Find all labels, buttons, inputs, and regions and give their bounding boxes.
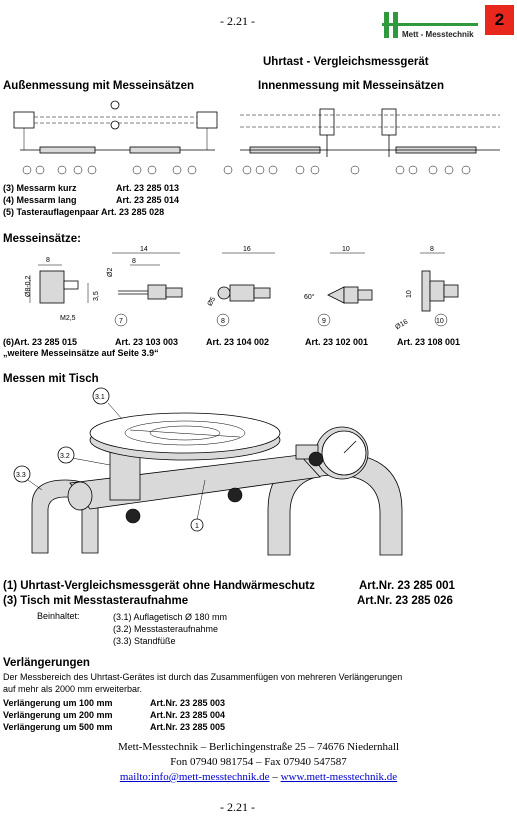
svg-text:3.3: 3.3 bbox=[16, 472, 26, 479]
extensions-list bbox=[3, 697, 225, 733]
insert-10-drawing bbox=[394, 246, 458, 331]
insert-art-7: Art. 23 103 003 bbox=[115, 337, 179, 347]
contains-item: (3.1) Auflagetisch Ø 180 mm bbox=[113, 612, 228, 622]
part-row: (3) Messarm kurz Art. 23 285 013 bbox=[3, 183, 180, 193]
svg-text:M2,5: M2,5 bbox=[60, 315, 76, 322]
insert-art-10: Art. 23 108 001 bbox=[397, 337, 461, 347]
page-number-bottom: - 2.21 - bbox=[220, 800, 255, 814]
svg-text:10: 10 bbox=[406, 290, 413, 298]
insert-7-drawing bbox=[107, 246, 182, 326]
svg-text:1: 1 bbox=[195, 523, 199, 530]
svg-text:Ø8-0,2: Ø8-0,2 bbox=[25, 275, 32, 297]
part-row: (4) Messarm lang Art. 23 285 014 bbox=[3, 195, 180, 205]
svg-text:3.1: 3.1 bbox=[95, 394, 105, 401]
part-row: (5) Tasterauflagenpaar Art. 23 285 028 bbox=[3, 207, 165, 217]
section-outer-heading: Außenmessung mit Messeinsätzen bbox=[3, 80, 195, 92]
svg-text:16: 16 bbox=[243, 246, 251, 253]
company-logo bbox=[380, 6, 480, 46]
svg-text:3,5: 3,5 bbox=[93, 291, 100, 301]
insert-6-drawing bbox=[25, 257, 100, 322]
svg-text:8: 8 bbox=[221, 318, 225, 325]
extension-row: Verlängerung um 200 mm Art.Nr. 23 285 004 bbox=[3, 710, 226, 720]
section-ext-heading: Verlängerungen bbox=[3, 657, 90, 669]
ext-description: Der Messbereich des Uhrtast-Gerätes ist durch das Zusammenfügen von mehreren Verlängerungen auf mehr als 2000 mm erweiterbar. bbox=[3, 672, 403, 694]
footer-web-link[interactable]: www.mett-messtechnik.de bbox=[280, 771, 398, 783]
contains-list bbox=[113, 611, 227, 647]
measuring-arms-drawing bbox=[0, 95, 517, 180]
insert-8-drawing bbox=[207, 246, 276, 326]
insert-9-drawing bbox=[304, 246, 372, 326]
insert-art-9: Art. 23 102 001 bbox=[305, 337, 369, 347]
insert-art-6: (6)Art. 23 285 015 bbox=[3, 337, 78, 347]
contains-label: Beinhaltet: bbox=[37, 611, 80, 621]
svg-text:3.2: 3.2 bbox=[60, 453, 70, 460]
footer-address: Mett-Messtechnik – Berlichingenstraße 25 – 74676 Niedernhall bbox=[117, 741, 400, 753]
footer-phone: Fon 07940 981754 – Fax 07940 547587 bbox=[170, 756, 347, 768]
contains-item: (3.2) Messtasteraufnahme bbox=[113, 624, 219, 634]
section-inner-heading: Innenmessung mit Messeinsätzen bbox=[258, 80, 444, 92]
svg-text:10: 10 bbox=[342, 246, 350, 253]
svg-text:8: 8 bbox=[430, 246, 434, 253]
contains-item: (3.3) Standfüße bbox=[113, 636, 176, 646]
logo-text: Mett - Messtechnik bbox=[402, 30, 474, 39]
caliper-logo-icon bbox=[380, 6, 480, 46]
product-row-2: (3) Tisch mit Messtasteraufnahme bbox=[3, 595, 189, 607]
svg-text:9: 9 bbox=[322, 318, 326, 325]
extension-row: Verlängerung um 500 mm Art.Nr. 23 285 005 bbox=[3, 722, 226, 732]
extension-row: Verlängerung um 100 mm Art.Nr. 23 285 003 bbox=[3, 698, 226, 708]
measuring-inserts-drawing bbox=[0, 243, 517, 333]
svg-text:8: 8 bbox=[132, 258, 136, 265]
footer-email-link[interactable]: mailto:info@mett-messtechnik.de bbox=[119, 771, 270, 783]
page-title: Uhrtast - Vergleichsmessgerät bbox=[263, 56, 429, 68]
svg-text:60°: 60° bbox=[304, 294, 315, 301]
measuring-table-illustration bbox=[0, 385, 517, 575]
svg-text:14: 14 bbox=[140, 246, 148, 253]
product-art-1: Art.Nr. 23 285 001 bbox=[359, 580, 455, 592]
parts-list bbox=[3, 182, 179, 218]
svg-text:Ø2: Ø2 bbox=[107, 267, 114, 277]
insert-art-8: Art. 23 104 002 bbox=[206, 337, 270, 347]
footer-links bbox=[0, 771, 517, 783]
svg-text:7: 7 bbox=[119, 318, 123, 325]
svg-text:8: 8 bbox=[46, 257, 50, 264]
svg-text:10: 10 bbox=[436, 318, 444, 325]
product-row-1: (1) Uhrtast-Vergleichsmessgerät ohne Handwärmeschutz bbox=[3, 580, 315, 592]
svg-text:Ø5: Ø5 bbox=[206, 295, 218, 308]
inserts-note: „weitere Messeinsätze auf Seite 3.9“ bbox=[3, 348, 159, 358]
footer-separator: – bbox=[272, 771, 278, 783]
section-inserts-heading: Messeinsätze: bbox=[3, 233, 81, 245]
page-number-top: - 2.21 - bbox=[220, 14, 255, 28]
svg-text:Ø16: Ø16 bbox=[394, 318, 410, 332]
section-table-heading: Messen mit Tisch bbox=[3, 373, 99, 385]
product-art-2: Art.Nr. 23 285 026 bbox=[357, 595, 453, 607]
chapter-badge: 2 bbox=[485, 5, 514, 35]
